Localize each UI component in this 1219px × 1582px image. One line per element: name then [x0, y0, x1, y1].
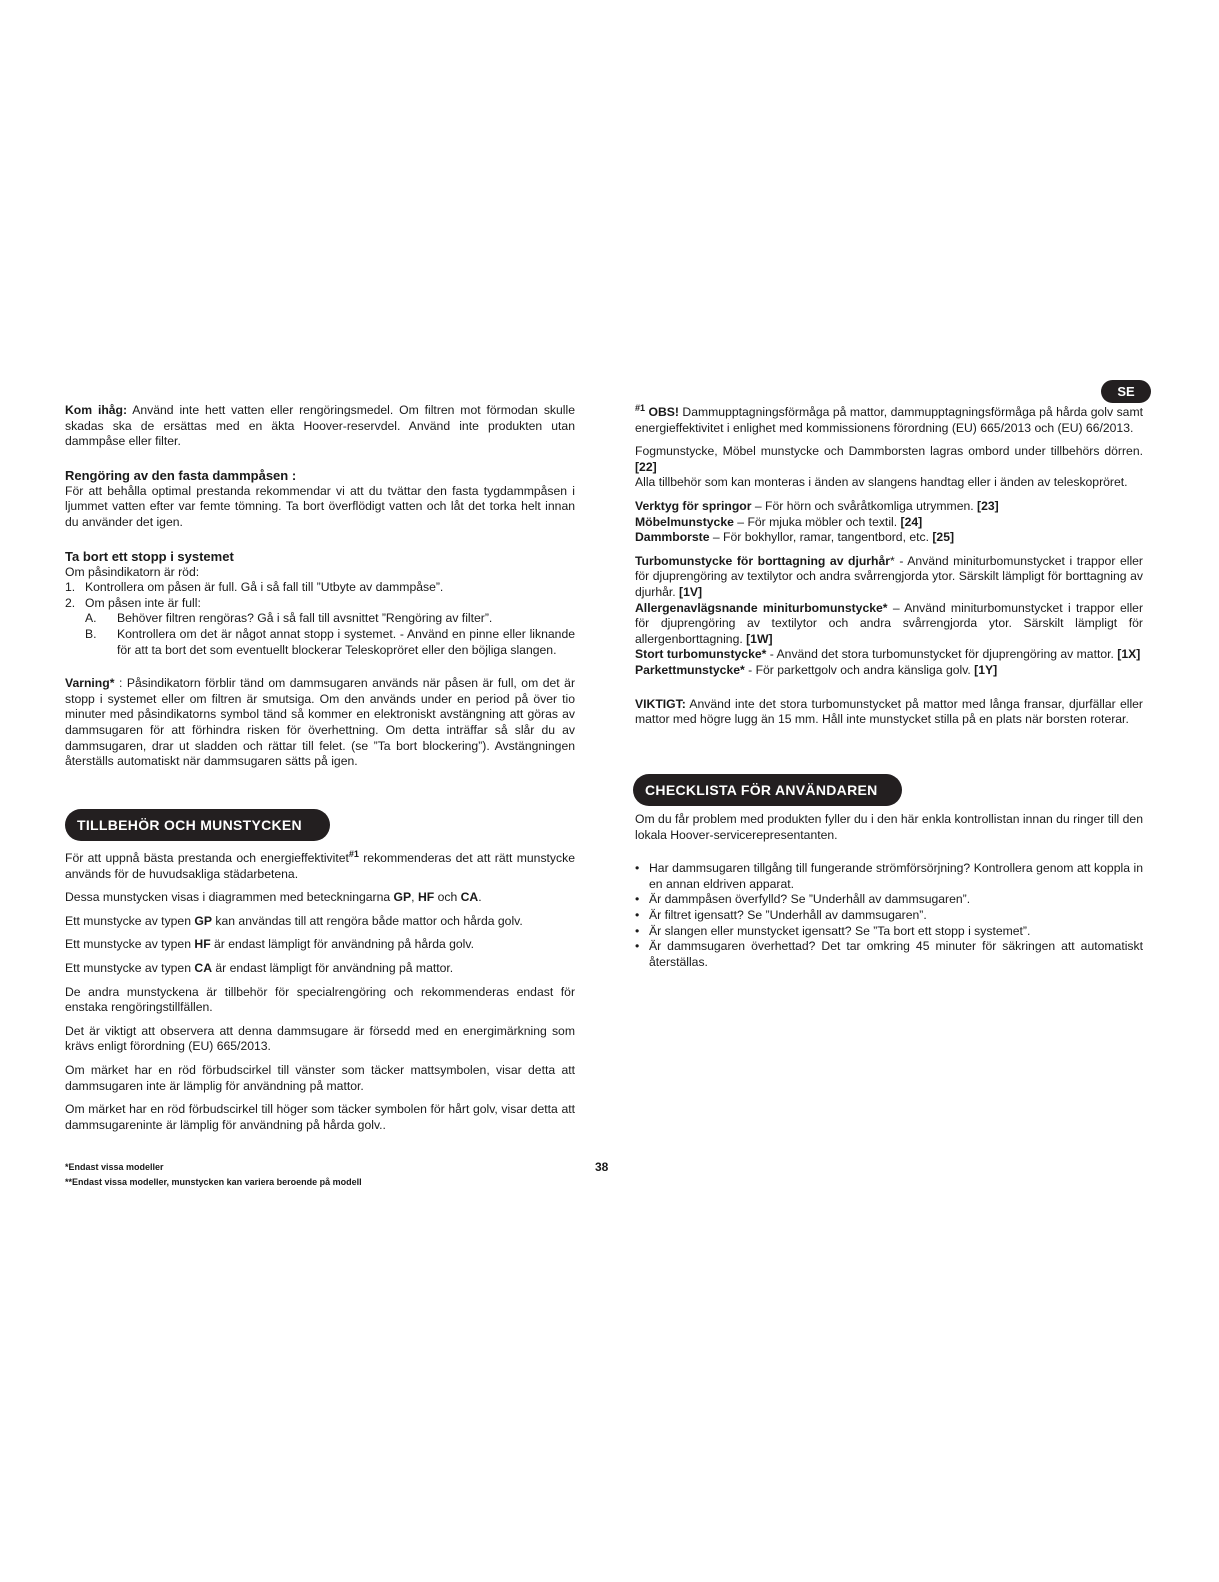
checklist-item: • Har dammsugaren tillgång till fungerande strömförsörjning? Kontrollera genom att koppla in en annan eldriven apparat. — [635, 861, 1143, 891]
important-paragraph: VIKTIGT: Använd inte det stora turbomunstycket på mattor med långa fransar, djurfällar eller mattor med högre lugg än 15 mm. Håll inte munstycket stilla på en plats när borsten roterar. — [635, 696, 1143, 727]
footnote-1: *Endast vissa modeller — [65, 1162, 164, 1172]
warning-paragraph: Varning* : Påsindikatorn förblir tänd om dammsugaren används när påsen är full, om det är stopp i systemet eller om filtren är smutsiga. Om den används under en period på över tio minuter med påsindikatorns symbol tänd så kommer en elektroniskt avstängning att göras av dammsugaren för att förhindra risken för överhettning. Om detta inträffar så slår du av dammsugaren, drar ut sladden och rättar till felet. (se ”Ta bort blockering”). Avstängningen återställs automatiskt när dammsugaren sätts på igen. — [65, 676, 575, 769]
left-column — [65, 403, 575, 770]
accessories-p8: Om märket har en röd förbudscirkel till vänster som täcker mattsymbolen, visar detta att dammsugaren inte är lämplig för användning på mattor. — [65, 1062, 575, 1093]
footnote-2: **Endast vissa modeller, munstycken kan variera beroende på modell — [65, 1177, 362, 1187]
tool-item: Möbelmunstycke – För mjuka möbler och textil. [24] — [635, 514, 923, 529]
list-item: 1. Kontrollera om påsen är full. Gå i så fall till ”Utbyte av dammpåse”. — [65, 580, 444, 595]
accessories-section — [65, 848, 575, 1133]
accessories-p5: Ett munstycke av typen CA är endast lämpligt för användning på mattor. — [65, 960, 454, 975]
accessories-p1: För att uppnå bästa prestanda och energieffektivitet$^{\#1}$ rekommenderas det att rätt munstycke används för de huvudsakliga städarbetena. — [65, 848, 575, 881]
checklist-intro: Om du får problem med produkten fyller du i den här enkla kontrollistan innan du ringer till den lokala Hoover-servicerepresentanten. — [635, 812, 1143, 842]
page-number: 38 — [595, 1160, 609, 1174]
clean-bag-paragraph: För att behålla optimal prestanda rekommendar vi att du tvättar den fasta tygdammpåsen i ljummet vatten efter var femte tömning. Ta bort överflödigt vatten och låt det torka helt innan du använder det igen. — [65, 483, 575, 529]
accessories-p9: Om märket har en röd förbudscirkel till höger som täcker symbolen för hårt golv, visar detta att dammsugareninte är lämplig för användning på hårda golv.. — [65, 1102, 575, 1132]
heading-remove-blockage: Ta bort ett stopp i systemet — [65, 548, 234, 564]
turbo-allergen: Allergenavlägsnande miniturbomunstycke* – Använd miniturbomunstycket i trappor eller för djuprengöring av textilytor och andra svårrengjorda ytor. Särskilt lämpligt för allergenborttagning. [1W] — [635, 600, 1143, 646]
remember-paragraph: Kom ihåg: Använd inte hett vatten eller rengöringsmedel. Om filtren mot förmodan skulle skadas ska de ersättas med en äkta Hoover-reservdel. Använd inte produkten utan dammpåse eller filter. — [65, 403, 575, 449]
checklist-item: • Är dammpåsen överfylld? Se ”Underhåll av dammsugaren”. — [635, 892, 971, 907]
accessories-p7: Det är viktigt att observera att denna dammsugare är försedd med en energimärkning som krävs enligt förordning (EU) 665/2013. — [65, 1023, 575, 1054]
checklist-item: • Är dammsugaren överhettad? Det tar omkring 45 minuter för säkringen att automatiskt återställas. — [635, 939, 1143, 969]
accessories-p3: Ett munstycke av typen GP kan användas till att rengöra både mattor och hårda golv. — [65, 913, 523, 928]
checklist-item: • Är slangen eller munstycket igensatt? Se ”Ta bort ett stopp i systemet”. — [635, 923, 1031, 938]
section-header-checklist: CHECKLISTA FÖR ANVÄNDAREN — [633, 774, 902, 806]
right-column — [635, 402, 1143, 728]
accessories-p4: Ett munstycke av typen HF är endast lämpligt för användning på hårda golv. — [65, 937, 474, 952]
heading-clean-bag: Rengöring av den fasta dammpåsen : — [65, 467, 297, 483]
accessories-p2: Dessa munstycken visas i diagrammen med beteckningarna GP, HF och CA. — [65, 890, 482, 905]
tool-item: Dammborste – För bokhyllor, ramar, tangentbord, etc. [25] — [635, 530, 955, 545]
accessories-p6: De andra munstyckena är tillbehör för specialrengöring och rekommenderas endast för enstaka rengöringstillfällen. — [65, 984, 575, 1015]
turbo-large: Stort turbomunstycke* - Använd det stora turbomunstycket för djuprengöring av mattor. [1X] — [635, 647, 1141, 662]
section-header-accessories: TILLBEHÖR OCH MUNSTYCKEN — [65, 809, 330, 841]
language-badge: SE — [1101, 380, 1151, 403]
list-item: 2. Om påsen inte är full: — [65, 595, 201, 610]
sub-list-item: B. Kontrollera om det är något annat stopp i systemet. - Använd en pinne eller liknande för att ta bort det som eventuellt blockerar Teleskopröret eller den böjliga slangen. — [85, 626, 575, 657]
obs-paragraph: $^{\#1}$ OBS! Dammupptagningsförmåga på mattor, dammupptagningsförmåga på hårda golv samt energieffektivitet i enlighet med kommissionens förordning (EU) 665/2013 och (EU) 66/2013. — [635, 402, 1143, 435]
storage-paragraph: Fogmunstycke, Möbel munstycke och Dammborsten lagras ombord under tillbehörs dörren. [22] — [635, 444, 1143, 474]
all-accessories-paragraph: Alla tillbehör som kan monteras i änden av slangens handtag eller i änden av teleskopröret. — [635, 475, 1128, 490]
turbo-pet-hair: Turbomunstycke för borttagning av djurhår* - Använd miniturbomunstycket i trappor eller för djuprengöring av textilytor och andra svårrengjorda ytor. Särskilt lämpligt för borttagning av djurhår. [1V] — [635, 553, 1143, 599]
blockage-intro: Om påsindikatorn är röd: — [65, 564, 200, 579]
tool-item: Verktyg för springor – För hörn och svåråtkomliga utrymmen. [23] — [635, 498, 999, 513]
footnotes — [65, 1160, 362, 1190]
sub-list-item: A. Behöver filtren rengöras? Gå i så fall till avsnittet ”Rengöring av filter”. — [85, 611, 493, 626]
parquet-nozzle: Parkettmunstycke* - För parkettgolv och andra känsliga golv. [1Y] — [635, 662, 998, 677]
checklist-item: • Är filtret igensatt? Se ”Underhåll av dammsugaren”. — [635, 907, 927, 922]
checklist-section — [635, 812, 1143, 970]
